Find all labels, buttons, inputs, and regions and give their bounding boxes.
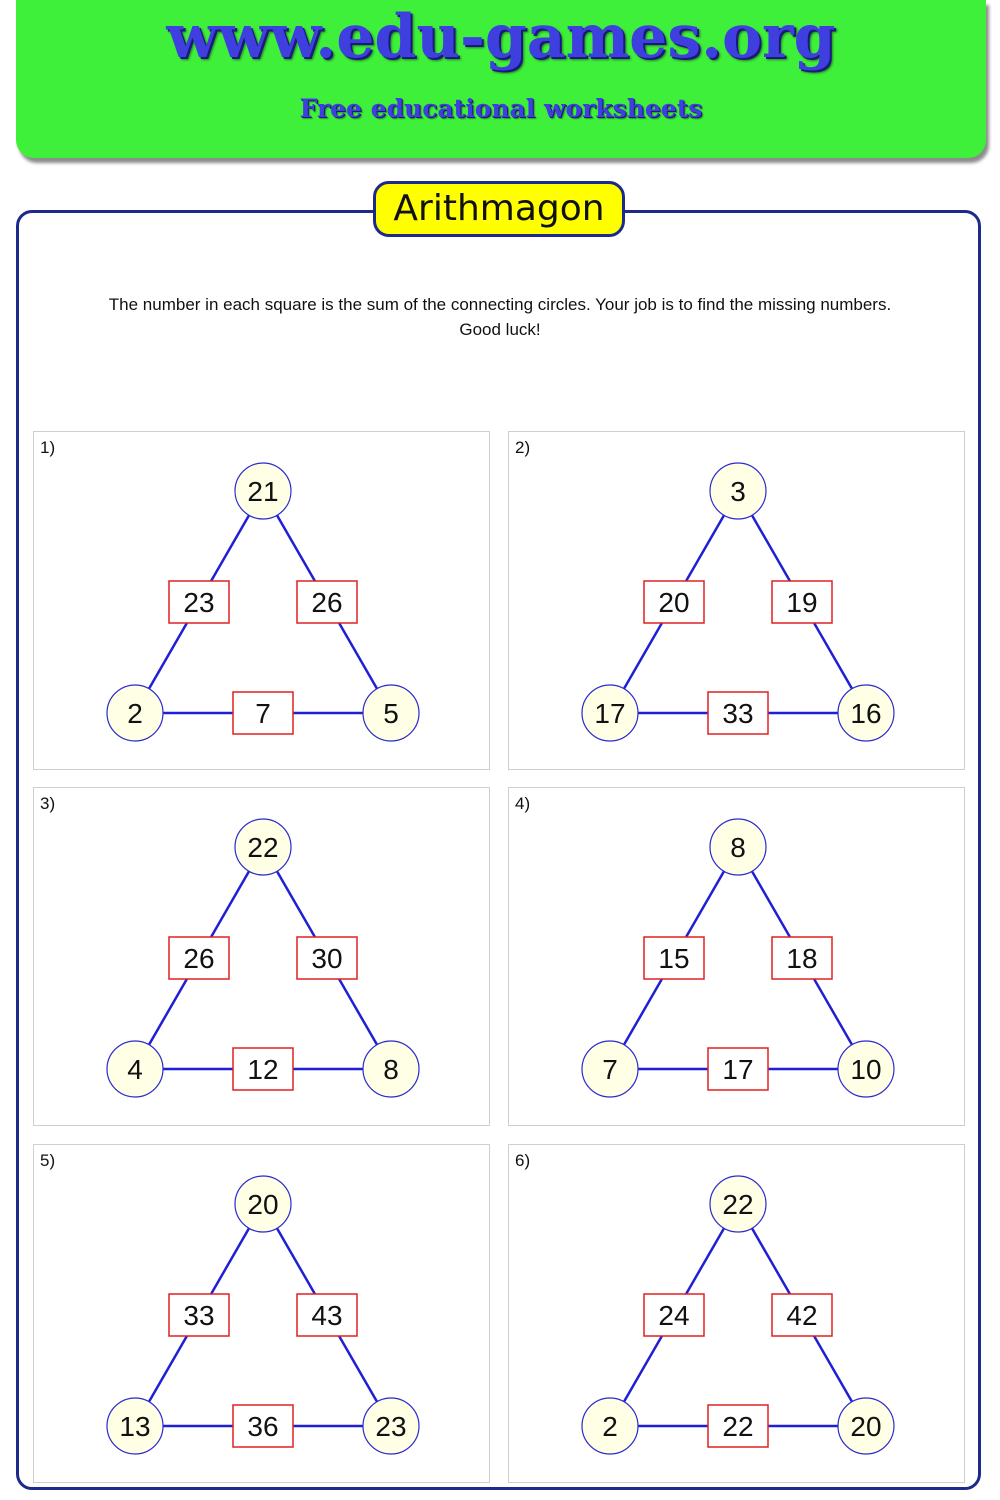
site-subtitle: Free educational worksheets [299, 94, 703, 123]
instructions-line-2: Good luck! [459, 320, 541, 339]
puzzle-number: 1) [40, 438, 56, 457]
vertex-value: 22 [722, 1189, 754, 1220]
puzzle-number: 5) [40, 1151, 56, 1170]
sum-value: 7 [255, 698, 271, 729]
vertex-value: 7 [602, 1054, 618, 1085]
instructions [60, 292, 940, 342]
vertex-value: 13 [119, 1411, 151, 1442]
puzzle-panel [33, 1144, 490, 1483]
vertex-value: 20 [247, 1189, 279, 1220]
vertex-value: 4 [127, 1054, 143, 1085]
puzzle-panel [508, 787, 965, 1126]
sum-value: 15 [658, 943, 690, 974]
arithmagon-diagram [509, 788, 966, 1127]
worksheet-title: Arithmagon [373, 181, 625, 237]
sum-value: 30 [311, 943, 343, 974]
arithmagon-diagram [34, 788, 491, 1127]
sum-value: 17 [722, 1054, 754, 1085]
puzzle-panel [508, 1144, 965, 1483]
puzzle-panel [33, 787, 490, 1126]
puzzle-number: 3) [40, 794, 56, 813]
vertex-value: 5 [383, 698, 399, 729]
sum-value: 36 [247, 1411, 279, 1442]
vertex-value: 16 [850, 698, 882, 729]
vertex-value: 2 [127, 698, 143, 729]
vertex-value: 8 [730, 832, 746, 863]
puzzle-panel [508, 431, 965, 770]
sum-value: 18 [786, 943, 818, 974]
vertex-value: 22 [247, 832, 279, 863]
arithmagon-diagram [34, 432, 491, 771]
vertex-value: 3 [730, 476, 746, 507]
sum-value: 43 [311, 1300, 343, 1331]
vertex-value: 23 [375, 1411, 407, 1442]
sum-value: 33 [183, 1300, 215, 1331]
sum-value: 24 [658, 1300, 690, 1331]
sum-value: 12 [247, 1054, 279, 1085]
sum-value: 22 [722, 1411, 754, 1442]
arithmagon-diagram [509, 1145, 966, 1484]
sum-value: 33 [722, 698, 754, 729]
arithmagon-diagram [509, 432, 966, 771]
site-banner [16, 0, 986, 158]
sum-value: 20 [658, 587, 690, 618]
vertex-value: 2 [602, 1411, 618, 1442]
puzzle-number: 6) [515, 1151, 531, 1170]
vertex-value: 17 [594, 698, 626, 729]
instructions-line-1: The number in each square is the sum of the connecting circles. Your job is to find the missing numbers. [108, 295, 892, 314]
puzzle-number: 2) [515, 438, 531, 457]
vertex-value: 20 [850, 1411, 882, 1442]
sum-value: 19 [786, 587, 818, 618]
vertex-value: 21 [247, 476, 279, 507]
site-title[interactable]: www.edu-games.org [166, 2, 836, 72]
sum-value: 26 [311, 587, 343, 618]
arithmagon-diagram [34, 1145, 491, 1484]
puzzle-number: 4) [515, 794, 531, 813]
sum-value: 26 [183, 943, 215, 974]
sum-value: 42 [786, 1300, 818, 1331]
vertex-value: 10 [850, 1054, 882, 1085]
vertex-value: 8 [383, 1054, 399, 1085]
sum-value: 23 [183, 587, 215, 618]
puzzle-panel [33, 431, 490, 770]
